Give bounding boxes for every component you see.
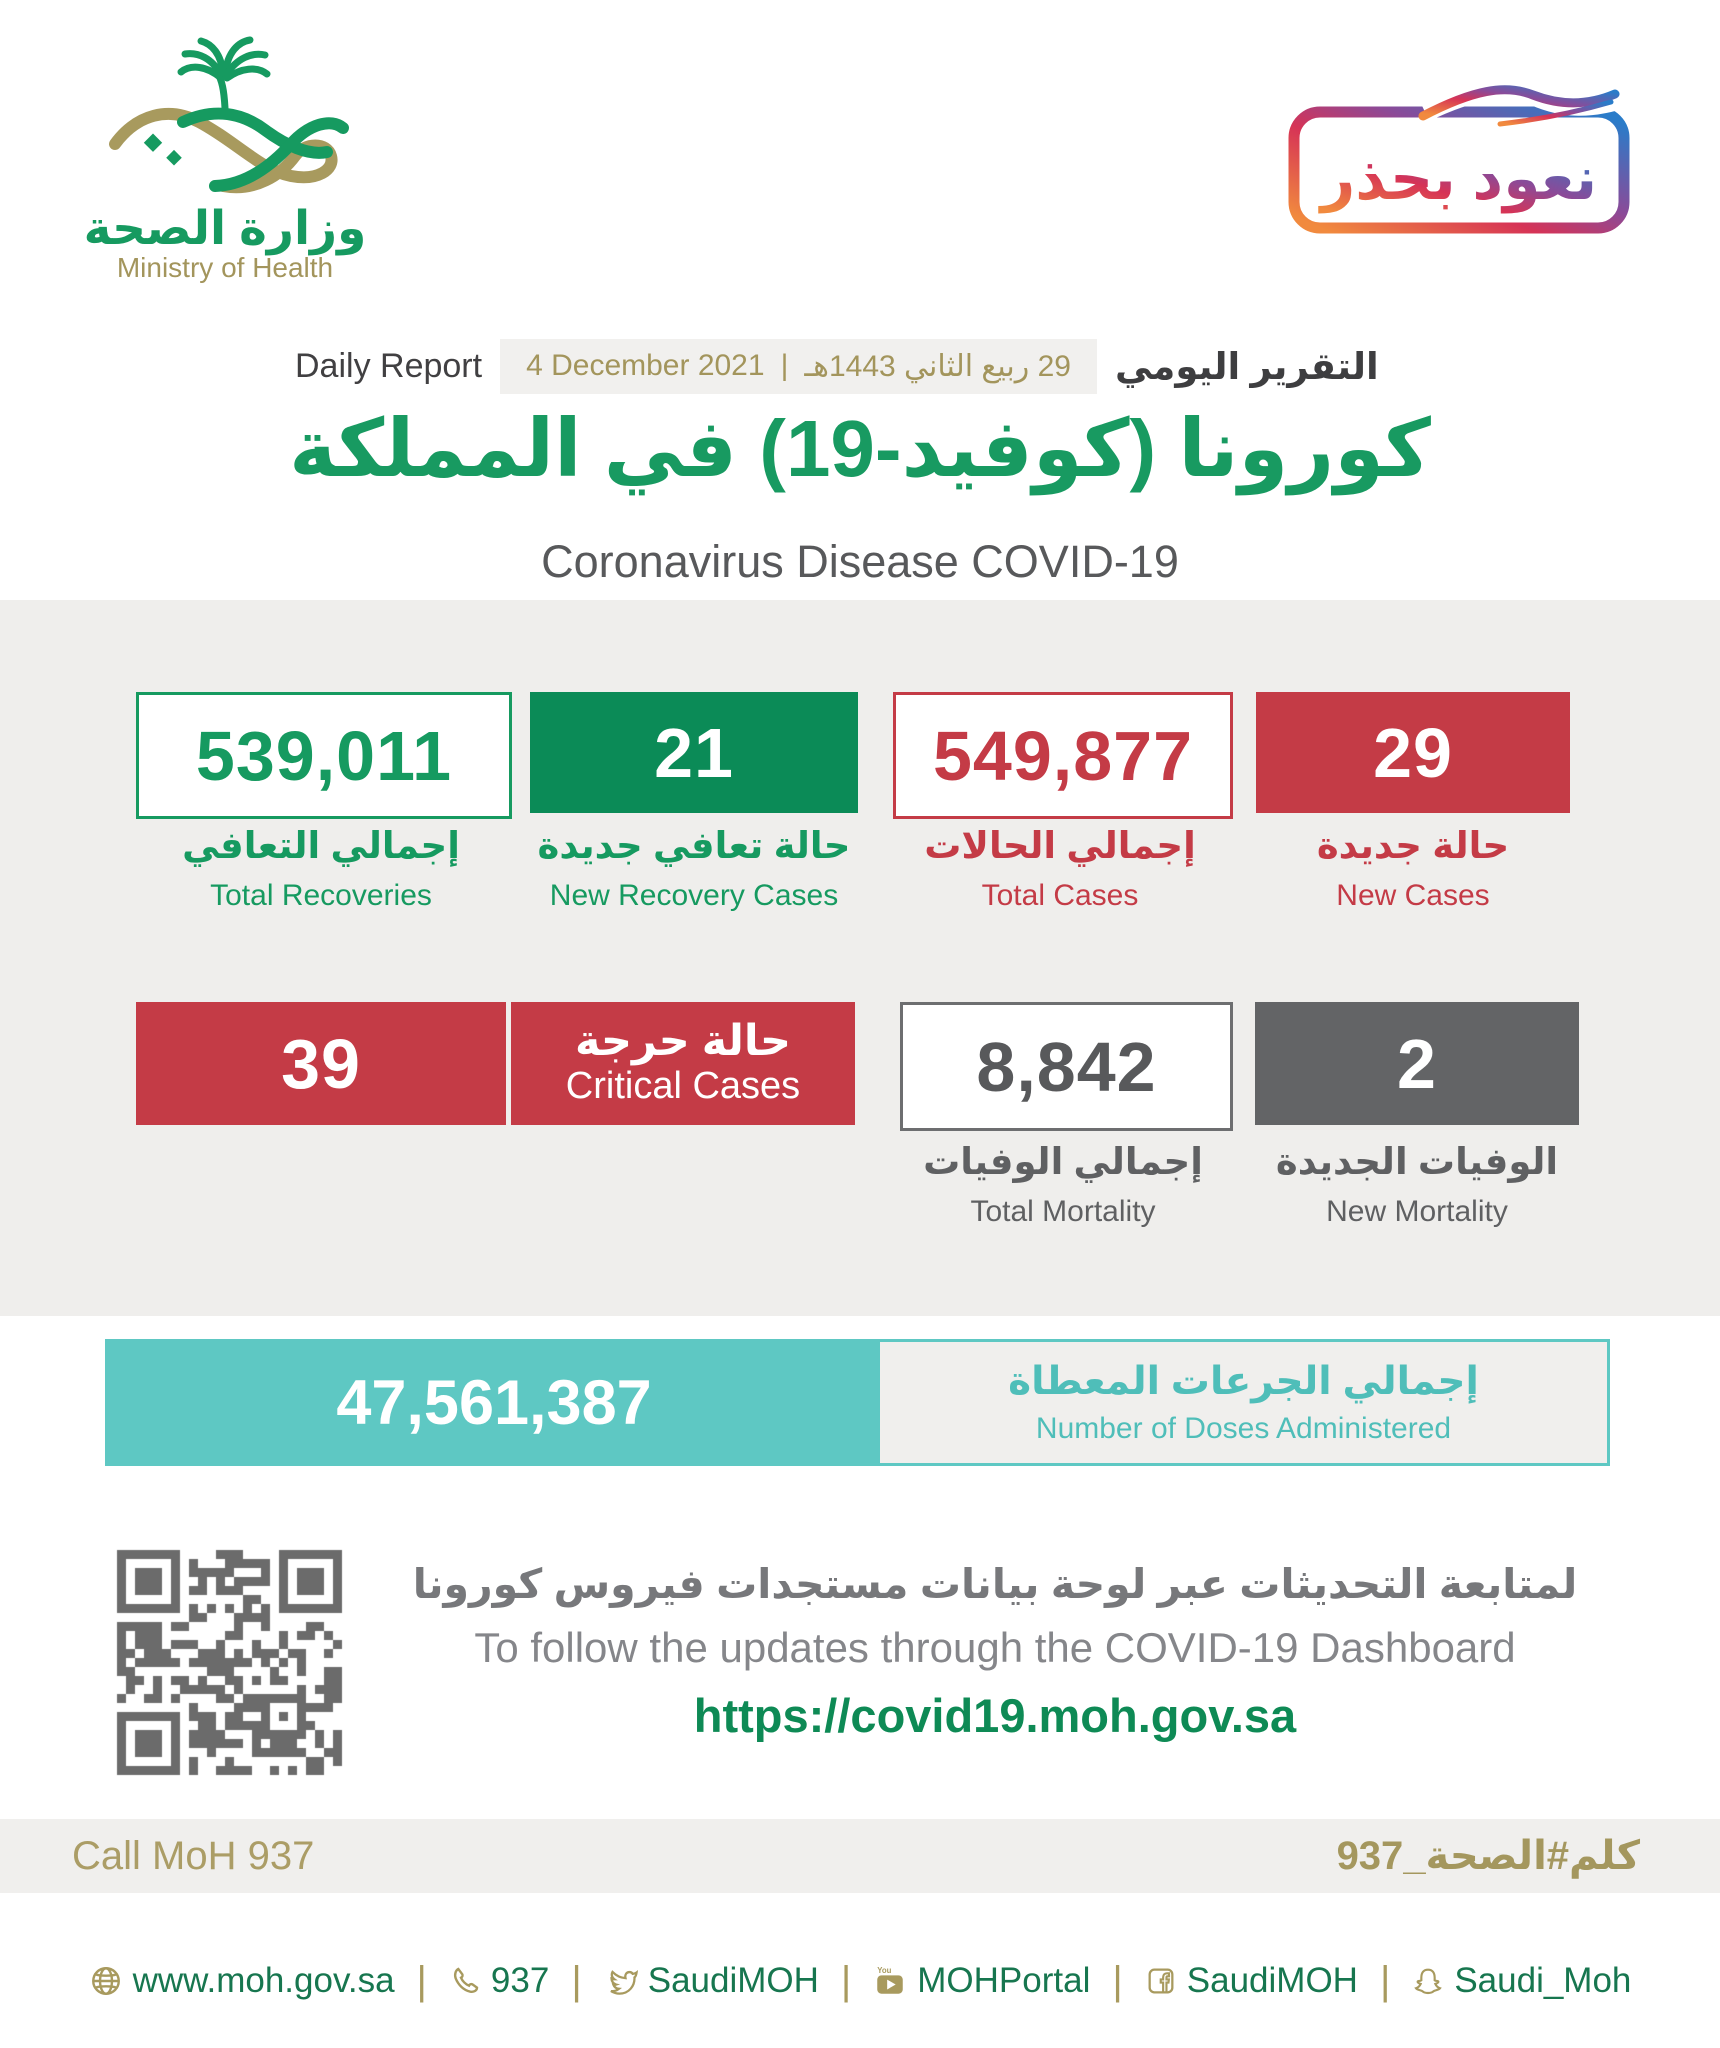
qr-code <box>110 1543 350 1783</box>
critical-cases-label-box <box>511 1002 855 1125</box>
footer-snapchat-label: Saudi_Moh <box>1454 1961 1632 2000</box>
date-separator: | <box>780 349 789 382</box>
new-recovery-cases-value: 21 <box>654 713 734 792</box>
footer-separator: | <box>571 1958 582 2003</box>
doses-value: 47,561,387 <box>108 1342 880 1463</box>
date-box <box>500 339 1097 394</box>
snapchat-icon <box>1412 1965 1444 1997</box>
total-recoveries-value-box <box>136 692 512 819</box>
new-mortality-value: 2 <box>1397 1024 1437 1103</box>
youtube-icon <box>873 1964 907 1998</box>
footer-twitter-label: SaudiMOH <box>647 1961 819 2000</box>
logo-title-english: Ministry of Health <box>116 252 334 283</box>
total-recoveries-label-en: Total Recoveries <box>210 879 432 912</box>
facebook-icon <box>1145 1965 1177 1997</box>
total-recoveries-value: 539,011 <box>195 716 453 795</box>
daily-report-english: Daily Report <box>295 346 483 385</box>
footer-youtube-label: MOHPortal <box>917 1961 1091 2000</box>
dashboard-line-ar: لمتابعة التحديثات عبر لوحة بيانات مستجدات فيروس كورونا <box>412 1561 1578 1607</box>
total-mortality-value: 8,842 <box>976 1027 1157 1106</box>
moh-hashtag: كلم#الصحة_937 <box>1336 1834 1640 1878</box>
hijri-date: 29 ربيع الثاني 1443هـ <box>804 349 1071 383</box>
badge-text: نعود بحذر <box>1320 145 1598 212</box>
svg-text:You: You <box>877 1966 892 1976</box>
diamond-dot <box>166 150 182 166</box>
footer-item-facebook[interactable] <box>1145 1961 1358 2001</box>
critical-cases-value: 39 <box>281 1024 361 1103</box>
new-cases-label-ar: حالة جديدة <box>1316 825 1510 866</box>
dashboard-url-link[interactable]: https://covid19.moh.gov.sa <box>693 1689 1297 1742</box>
twitter-icon <box>604 1964 638 1998</box>
footer-item-twitter[interactable] <box>604 1961 819 2001</box>
total-mortality-label-ar: إجمالي الوفيات <box>923 1141 1203 1182</box>
critical-cases-value-box <box>136 1002 506 1125</box>
phone-icon <box>449 1965 481 1997</box>
footer-item-youtube[interactable] <box>873 1961 1090 2001</box>
total-cases-label-ar: إجمالي الحالات <box>924 825 1196 866</box>
critical-cases-label-ar: حالة حرجة <box>574 1017 792 1065</box>
return-with-caution-badge <box>1285 72 1635 237</box>
new-mortality-label <box>1192 1140 1642 1229</box>
call-moh-text: Call MoH 937 <box>72 1833 315 1878</box>
moh-logo-emblem <box>95 28 355 198</box>
new-mortality-value-box <box>1255 1002 1579 1125</box>
footer-separator: | <box>840 1958 852 2003</box>
footer-separator: | <box>416 1958 427 2003</box>
total-mortality-value-box <box>900 1002 1233 1131</box>
new-cases-label-en: New Cases <box>1336 879 1490 912</box>
total-cases-label-en: Total Cases <box>981 879 1139 912</box>
ribbon-mark <box>115 114 343 188</box>
contact-strip <box>0 1819 1720 1893</box>
new-recovery-cases-label-en: New Recovery Cases <box>549 879 839 912</box>
diamond-dot <box>144 134 162 152</box>
gregorian-date: 4 December 2021 <box>526 349 765 382</box>
new-cases-value-box <box>1256 692 1570 813</box>
daily-report-arabic: التقرير اليومي <box>1114 345 1379 387</box>
footer-social-row <box>0 1945 1720 2017</box>
total-recoveries-label-ar: إجمالي التعافي <box>182 825 460 866</box>
doses-administered-bar <box>105 1339 1610 1466</box>
footer-phone-label: 937 <box>490 1961 550 2000</box>
page-title-english: Coronavirus Disease COVID-19 <box>541 536 1179 587</box>
new-cases-value: 29 <box>1373 713 1453 792</box>
page-title-arabic: كورونا (كوفيد-19) في المملكة <box>289 404 1431 493</box>
total-mortality-label-en: Total Mortality <box>970 1195 1156 1228</box>
palm-tree-icon <box>181 40 267 108</box>
footer-website-label: www.moh.gov.sa <box>132 1961 395 2000</box>
critical-cases-label-en: Critical Cases <box>565 1065 801 1108</box>
footer-facebook-label: SaudiMOH <box>1186 1961 1358 2000</box>
dashboard-line-en: To follow the updates through the COVID-19 Dashboard <box>474 1624 1516 1671</box>
logo-title-arabic: وزارة الصحة <box>83 201 367 254</box>
footer-item-website[interactable] <box>89 1961 395 2001</box>
dashboard-info <box>360 1560 1630 1743</box>
doses-label-en: Number of Doses Administered <box>1035 1412 1452 1445</box>
new-mortality-label-en: New Mortality <box>1326 1195 1508 1228</box>
report-date-line <box>295 334 1379 398</box>
new-recovery-cases-label-ar: حالة تعافي جديدة <box>537 825 851 866</box>
new-mortality-label-ar: الوفيات الجديدة <box>1275 1141 1559 1182</box>
new-cases-label <box>1188 824 1638 913</box>
new-recovery-cases-value-box <box>530 692 858 813</box>
footer-item-phone[interactable] <box>449 1961 549 2001</box>
doses-label-ar: إجمالي الجرعات المعطاة <box>1008 1360 1479 1403</box>
footer-separator: | <box>1112 1958 1123 2003</box>
doses-label <box>880 1342 1607 1463</box>
total-cases-value-box <box>893 692 1233 819</box>
total-cases-value: 549,877 <box>932 716 1194 795</box>
footer-separator: | <box>1379 1958 1391 2003</box>
globe-icon <box>89 1964 123 1998</box>
footer-item-snapchat[interactable] <box>1412 1961 1631 2001</box>
